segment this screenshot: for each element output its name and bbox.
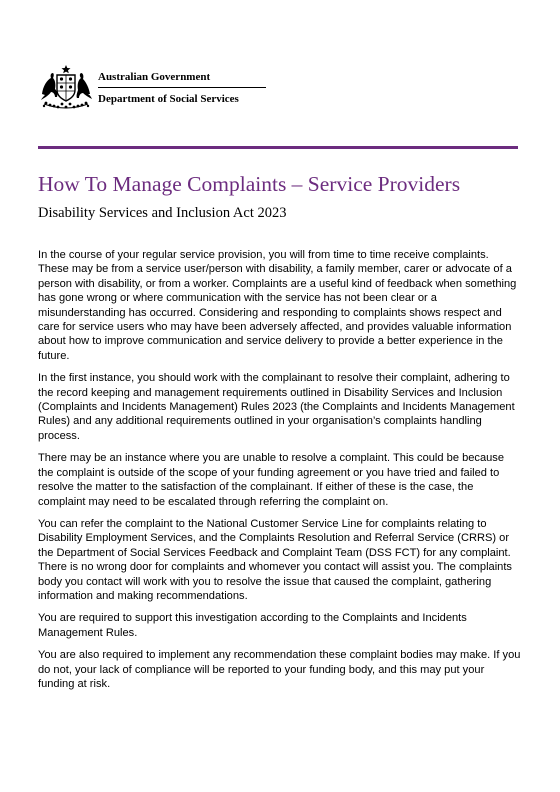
page-title: How To Manage Complaints – Service Providers (38, 172, 461, 196)
paragraph-1: In the course of your regular service provision, you will from time to time receive complaints. These may be from a service user/person with disability, a family member, carer or advocate of a person with disability, or from a worker. Complaints are a useful kind of feedback when something has gone wrong or where communication with the service has not been clear or a misunderstanding has occurred. Considering and responding to complaints shows respect and care for service users who may have been adversely affected, and provides valuable information about how to improve communication and service delivery to provide a better experience in the future. (38, 249, 517, 362)
government-name: Australian Government (98, 70, 266, 88)
department-name: Department of Social Services (98, 93, 239, 105)
header-divider (38, 146, 518, 149)
paragraph-3: There may be an instance where you are unable to resolve a complaint. This could be because the complaint is outside of the scope of your funding agreement or you have tried and failed to resolve the matter to the satisfaction of the complainant. If either of these is the case, the complaint may need to be escalated through referring the complaint on. (38, 452, 505, 508)
paragraph-4: You can refer the complaint to the National Customer Service Line for complaints relating to Disability Employment Services, and the Complaints Resolution and Referral Service (CRRS) or the Department of Social Services Feedback and Complaint Team (DSS FCT) for any complaint. There is no wrong door for complaints and whomever you contact will assist you. The complaints body you contact will work with you to resolve the issue that caused the complaint, gathering information and making recommendations. (38, 517, 512, 602)
paragraph-5: You are required to support this investigation according to the Complaints and Incidents Management Rules. (38, 612, 467, 639)
page-subtitle: Disability Services and Inclusion Act 2023 (38, 205, 287, 221)
government-wordmark (98, 70, 268, 106)
paragraph-2: In the first instance, you should work with the complainant to resolve their complaint, adhering to the record keeping and management requirements outlined in Disability Services and Inclusion (Complaints and Incidents Management) Rules 2023 (the Complaints and Incidents Management Rules) and any additional requirements outlined in your organisation’s complaints handling process. (38, 372, 515, 442)
coat-of-arms-icon (38, 64, 94, 110)
paragraph-6: You are also required to implement any recommendation these complaint bodies may make. If you do not, your lack of compliance will be reported to your funding body, and this may put your funding at risk. (38, 649, 521, 690)
government-logo (38, 64, 268, 114)
document-body (38, 248, 522, 699)
